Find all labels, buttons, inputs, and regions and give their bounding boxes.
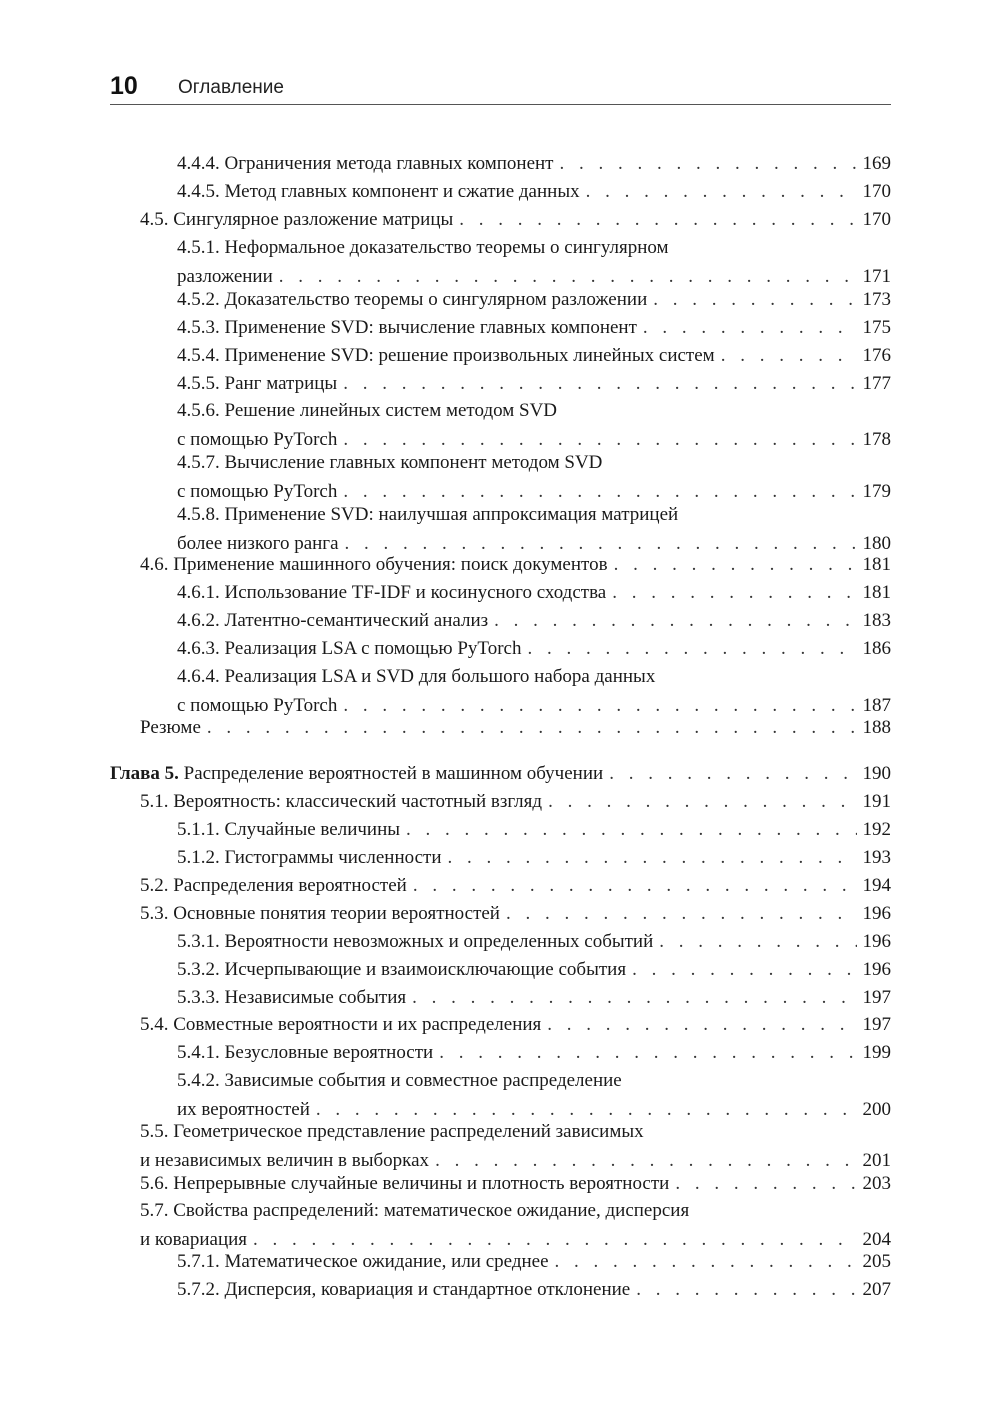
toc-entry-number: 4.5.6. [177, 400, 220, 421]
toc-entry-page: 173 [862, 289, 891, 310]
toc-entry-page: 178 [862, 429, 891, 450]
toc-entry-title: Реализация LSA и SVD для большого набора данных [224, 666, 656, 687]
toc-entry-number: 4.6.2. [177, 610, 220, 631]
dot-leader [494, 610, 856, 632]
toc-entry-number: 4.6. [140, 554, 169, 575]
dot-leader [412, 987, 856, 1009]
toc-entry-title: Дисперсия, ковариация и стандартное отклонение [224, 1279, 631, 1300]
dot-leader [659, 931, 856, 953]
toc-entry-number: 5.3. [140, 903, 169, 924]
dot-leader [279, 266, 857, 288]
toc-entry-title: и ковариация [140, 1229, 248, 1250]
toc-line [177, 429, 891, 451]
toc-entry-page: 177 [862, 373, 891, 394]
toc-entry [177, 847, 891, 869]
toc-line [140, 1229, 891, 1251]
toc-entry [140, 1014, 891, 1036]
toc-entry [177, 317, 891, 339]
toc-entry [177, 666, 891, 717]
dot-leader [316, 1099, 857, 1121]
toc-entry [140, 717, 891, 739]
toc-entry [177, 1070, 891, 1121]
toc-line [177, 373, 891, 395]
toc-line [177, 987, 891, 1009]
toc-line [177, 533, 891, 555]
toc-entry-number: 5.1.1. [177, 819, 220, 840]
toc-line [177, 181, 891, 203]
toc-entry-page: 176 [862, 345, 891, 366]
toc-entry-page: 205 [862, 1251, 891, 1272]
toc-entry-page: 204 [862, 1229, 891, 1250]
toc-entry-page: 170 [862, 181, 891, 202]
toc-entry-number: 4.4.5. [177, 181, 220, 202]
toc-entry-title: Случайные величины [224, 819, 401, 840]
toc-line [177, 1251, 891, 1273]
toc-entry-page: 196 [862, 931, 891, 952]
toc-line [140, 717, 891, 739]
toc-entry-page: 180 [862, 533, 891, 554]
dot-leader [586, 181, 857, 203]
toc-entry-page: 207 [862, 1279, 891, 1300]
toc-line [177, 153, 891, 175]
dot-leader [636, 1279, 856, 1301]
toc-line [177, 638, 891, 660]
toc-line [177, 666, 891, 688]
toc-entry-number: 5.7.1. [177, 1251, 220, 1272]
toc-entry-title: их вероятностей [177, 1099, 310, 1120]
toc-entry-number: 5.3.3. [177, 987, 220, 1008]
toc-entry-page: 192 [862, 819, 891, 840]
toc-entry-title: более низкого ранга [177, 533, 339, 554]
toc-entry-number: 4.6.4. [177, 666, 220, 687]
toc-entry-page: 183 [862, 610, 891, 631]
toc-entry [177, 153, 891, 175]
toc-line [140, 1150, 891, 1172]
toc-entry-title: Применение машинного обучения: поиск документов [173, 554, 608, 575]
toc-entry-title: Свойства распределений: математическое ожидание, дисперсия [173, 1200, 690, 1221]
toc-entry-title: с помощью PyTorch [177, 481, 338, 502]
toc-entry-title: Доказательство теоремы о сингулярном разложении [224, 289, 648, 310]
toc-entry [177, 987, 891, 1009]
dot-leader [413, 875, 857, 897]
dot-leader [448, 847, 857, 869]
toc-entry [177, 237, 891, 288]
toc-entry-title: Ограничения метода главных компонент [224, 153, 554, 174]
toc-entry-page: 191 [862, 791, 891, 812]
toc-entry-title: Независимые события [224, 987, 407, 1008]
toc-entry-page: 197 [862, 987, 891, 1008]
toc-entry-number: 4.5.3. [177, 317, 220, 338]
toc-entry [177, 452, 891, 503]
toc-entry-title: Основные понятия теории вероятностей [173, 903, 500, 924]
dot-leader [439, 1042, 856, 1064]
toc-entry-title: Безусловные вероятности [224, 1042, 434, 1063]
toc-entry [140, 791, 891, 813]
toc-entry-title: Использование TF-IDF и косинусного сходства [224, 582, 607, 603]
toc-entry [177, 400, 891, 451]
toc-line [177, 1070, 891, 1092]
dot-leader [343, 373, 856, 395]
toc-entry-title: Резюме [140, 717, 201, 738]
toc-entry-number: Глава 5. [110, 763, 179, 784]
toc-line [140, 903, 891, 925]
toc-line [177, 289, 891, 311]
toc-entry-number: 4.5.7. [177, 452, 220, 473]
toc-entry-page: 186 [862, 638, 891, 659]
toc-entry-number: 5.3.2. [177, 959, 220, 980]
dot-leader [675, 1173, 856, 1195]
dot-leader [547, 1014, 856, 1036]
toc-entry [177, 1042, 891, 1064]
toc-entry [140, 209, 891, 231]
toc-line [140, 1173, 891, 1195]
dot-leader [343, 695, 856, 717]
toc-entry-number: 5.1. [140, 791, 169, 812]
toc-line [177, 819, 891, 841]
toc-entry-page: 170 [862, 209, 891, 230]
dot-leader [555, 1251, 857, 1273]
toc-entry-number: 5.4. [140, 1014, 169, 1035]
toc-line [177, 695, 891, 717]
toc-entry-title: Ранг матрицы [224, 373, 338, 394]
toc-entry-title: Непрерывные случайные величины и плотность вероятности [173, 1173, 670, 1194]
toc-entry-title: Латентно-семантический анализ [224, 610, 489, 631]
dot-leader [632, 959, 856, 981]
toc-entry [177, 373, 891, 395]
toc-entry-page: 181 [862, 554, 891, 575]
toc-entry [177, 931, 891, 953]
toc-line [177, 452, 891, 474]
toc-entry-number: 5.3.1. [177, 931, 220, 952]
toc-line [140, 1121, 891, 1143]
dot-leader [435, 1150, 856, 1172]
toc-entry-number: 5.1.2. [177, 847, 220, 868]
toc-entry-title: Применение SVD: вычисление главных компонент [224, 317, 637, 338]
toc-entry-number: 4.4.4. [177, 153, 220, 174]
toc-entry-title: Решение линейных систем методом SVD [224, 400, 558, 421]
toc-entry [177, 1279, 891, 1301]
toc-entry [140, 1121, 891, 1172]
dot-leader [614, 554, 857, 576]
toc-entry-page: 187 [862, 695, 891, 716]
toc-entry-title: разложении [177, 266, 273, 287]
toc-entry [177, 289, 891, 311]
dot-leader [345, 533, 857, 555]
toc-entry-page: 203 [862, 1173, 891, 1194]
toc-entry-title: Применение SVD: наилучшая аппроксимация матрицей [224, 504, 679, 525]
toc-entry-title: Применение SVD: решение произвольных линейных систем [224, 345, 715, 366]
toc-entry-title: Вычисление главных компонент методом SVD [224, 452, 603, 473]
toc-line [140, 1200, 891, 1222]
toc-entry-number: 5.6. [140, 1173, 169, 1194]
toc-entry-page: 196 [862, 959, 891, 980]
page-number: 10 [110, 72, 138, 100]
dot-leader [207, 717, 857, 739]
toc-line [177, 847, 891, 869]
dot-leader [643, 317, 857, 339]
toc-line [177, 481, 891, 503]
toc-line [177, 400, 891, 422]
toc-entry-title: Совместные вероятности и их распределения [173, 1014, 542, 1035]
dot-leader [406, 819, 856, 841]
toc-entry-page: 199 [862, 1042, 891, 1063]
toc-entry-number: 4.5.5. [177, 373, 220, 394]
dot-leader [609, 763, 856, 785]
toc-entry-number: 5.7.2. [177, 1279, 220, 1300]
toc-entry-number: 4.5.2. [177, 289, 220, 310]
toc-line [177, 345, 891, 367]
toc-entry [140, 875, 891, 897]
toc-entry-title: Вероятность: классический частотный взгляд [173, 791, 543, 812]
toc-entry [177, 610, 891, 632]
toc-entry-number: 4.5.8. [177, 504, 220, 525]
toc-line [177, 1099, 891, 1121]
dot-leader [721, 345, 857, 367]
toc-line [177, 610, 891, 632]
toc-entry-page: 175 [862, 317, 891, 338]
dot-leader [459, 209, 856, 231]
toc-entry-title: Реализация LSA с помощью PyTorch [224, 638, 522, 659]
toc-entry-number: 5.7. [140, 1200, 169, 1221]
toc-line [177, 959, 891, 981]
toc-entry-title: Распределение вероятностей в машинном обучении [183, 763, 604, 784]
toc-line [177, 237, 891, 259]
page-header [110, 70, 891, 105]
toc-entry-title: Сингулярное разложение матрицы [173, 209, 454, 230]
toc-entry [177, 1251, 891, 1273]
toc-entry-title: и независимых величин в выборках [140, 1150, 430, 1171]
toc-entry [177, 582, 891, 604]
toc-line [140, 791, 891, 813]
dot-leader [653, 289, 856, 311]
toc-entry-number: 5.4.1. [177, 1042, 220, 1063]
dot-leader [253, 1229, 856, 1251]
toc-entry-number: 5.2. [140, 875, 169, 896]
toc-entry-page: 188 [862, 717, 891, 738]
toc-entry-number: 5.4.2. [177, 1070, 220, 1091]
toc-line [177, 931, 891, 953]
toc-entry-title: Вероятности невозможных и определенных событий [224, 931, 654, 952]
toc-entry [110, 763, 891, 785]
toc-entry-number: 4.5. [140, 209, 169, 230]
running-title: Оглавление [178, 77, 284, 98]
dot-leader [527, 638, 856, 660]
toc-line [177, 504, 891, 526]
toc-entry-number: 4.6.1. [177, 582, 220, 603]
toc-line [177, 582, 891, 604]
toc-line [140, 875, 891, 897]
toc-entry-title: Математическое ожидание, или среднее [224, 1251, 549, 1272]
toc-entry [177, 504, 891, 555]
toc-entry [177, 181, 891, 203]
toc-line [110, 763, 891, 785]
toc-entry-page: 193 [862, 847, 891, 868]
toc-line [140, 1014, 891, 1036]
toc-entry-page: 179 [862, 481, 891, 502]
toc-entry-number: 4.5.4. [177, 345, 220, 366]
toc-entry-page: 200 [862, 1099, 891, 1120]
toc-entry-number: 4.6.3. [177, 638, 220, 659]
dot-leader [548, 791, 856, 813]
toc-entry-page: 169 [862, 153, 891, 174]
toc-entry-number: 4.5.1. [177, 237, 220, 258]
toc-entry-title: Неформальное доказательство теоремы о сингулярном [224, 237, 669, 258]
toc-entry-page: 196 [862, 903, 891, 924]
toc-line [177, 1042, 891, 1064]
toc-entry [177, 819, 891, 841]
toc-entry [140, 1173, 891, 1195]
toc-line [140, 209, 891, 231]
toc-entry [140, 1200, 891, 1251]
toc-entry [177, 345, 891, 367]
toc-entry-page: 171 [862, 266, 891, 287]
dot-leader [506, 903, 857, 925]
toc-line [177, 1279, 891, 1301]
toc-entry [177, 638, 891, 660]
toc-line [140, 554, 891, 576]
dot-leader [343, 429, 856, 451]
toc-entry [140, 903, 891, 925]
toc-entry-title: Геометрическое представление распределений зависимых [173, 1121, 644, 1142]
toc-entry-title: Исчерпывающие и взаимоисключающие события [224, 959, 627, 980]
toc-entry [177, 959, 891, 981]
toc-entry-page: 201 [862, 1150, 891, 1171]
toc-entry [140, 554, 891, 576]
toc-entry-title: с помощью PyTorch [177, 695, 338, 716]
toc-entry-page: 190 [862, 763, 891, 784]
toc-entry-page: 181 [862, 582, 891, 603]
dot-leader [559, 153, 856, 175]
toc-entry-page: 197 [862, 1014, 891, 1035]
toc-line [177, 317, 891, 339]
toc-entry-page: 194 [862, 875, 891, 896]
toc-entry-title: Распределения вероятностей [173, 875, 407, 896]
toc-entry-title: с помощью PyTorch [177, 429, 338, 450]
toc-entry-number: 5.5. [140, 1121, 169, 1142]
toc-line [177, 266, 891, 288]
toc-entry-title: Зависимые события и совместное распределение [224, 1070, 622, 1091]
toc-entry-title: Гистограммы численности [224, 847, 442, 868]
dot-leader [612, 582, 856, 604]
toc-entry-title: Метод главных компонент и сжатие данных [224, 181, 580, 202]
dot-leader [343, 481, 856, 503]
